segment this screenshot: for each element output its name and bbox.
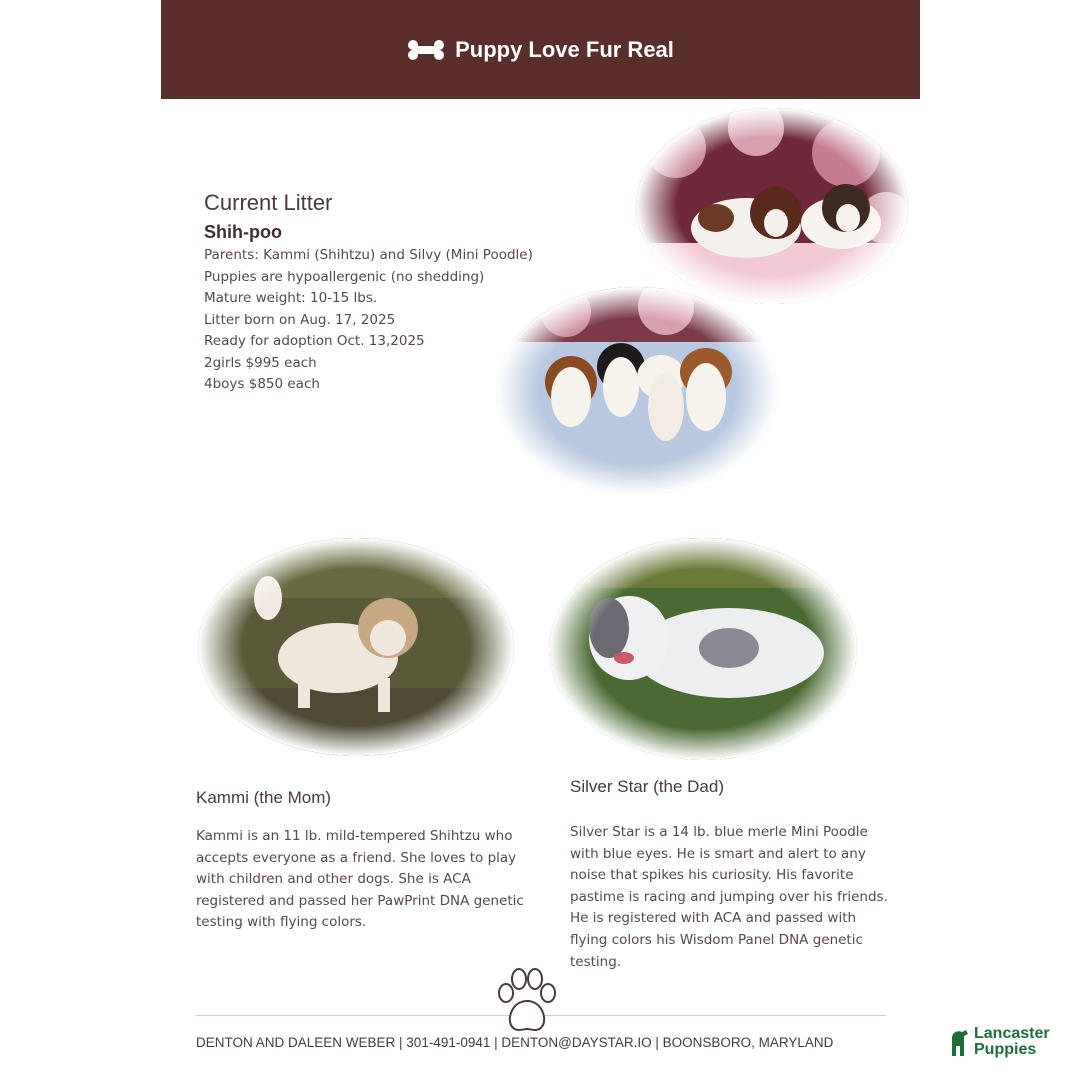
litter-details [204,245,533,396]
litter-detail-line: 4boys $850 each [204,376,320,392]
bone-icon [407,40,445,60]
footer-contact: DENTON AND DALEEN WEBER | 301-491-0941 | DENTON@DAYSTAR.IO | BOONSBORO, MARYLAND [196,1035,834,1050]
dad-heading: Silver Star (the Dad) [570,777,724,796]
lancaster-puppies-logo-icon [948,1028,970,1056]
dad-description: Silver Star is a 14 lb. blue merle Mini Poodle with blue eyes. He is smart and alert to any noise that spikes his curiosity. His favorite pastime is racing and jumping over his friends. He is registered with ACA and passed with flying colors his Wisdom Panel DNA genetic testing. [570,824,888,970]
mom-description: Kammi is an 11 lb. mild-tempered Shihtzu who accepts everyone as a friend. She loves to play with children and other dogs. She is ACA registered and passed her PawPrint DNA genetic testing with flying colors. [196,828,524,931]
litter-photo-2 [496,287,778,495]
litter-detail-line: Parents: Kammi (Shihtzu) and Silvy (Mini Poodle) [204,247,533,263]
current-litter-info [204,190,533,396]
watermark-line1: Lancaster [974,1025,1050,1042]
page-title: Puppy Love Fur Real [455,36,674,62]
lancaster-puppies-watermark [948,1026,1050,1058]
litter-detail-line: 2girls $995 each [204,354,317,371]
litter-photo-1 [636,108,908,304]
litter-heading: Current Litter [204,190,333,215]
litter-detail-line: Litter born on Aug. 17, 2025 [204,311,396,328]
paw-print-icon [493,965,561,1037]
page-header [161,0,920,99]
watermark-line2: Puppies [974,1041,1037,1058]
lancaster-puppies-text [970,1026,1050,1058]
mom-photo [198,538,514,756]
litter-detail-line: Puppies are hypoallergenic (no shedding) [204,268,485,285]
dad-photo [549,538,857,760]
litter-detail-line: Mature weight: 10-15 lbs. [204,290,378,306]
litter-detail-line: Ready for adoption Oct. 13,2025 [204,333,425,349]
mom-heading: Kammi (the Mom) [196,788,332,807]
litter-breed: Shih-poo [204,222,282,242]
